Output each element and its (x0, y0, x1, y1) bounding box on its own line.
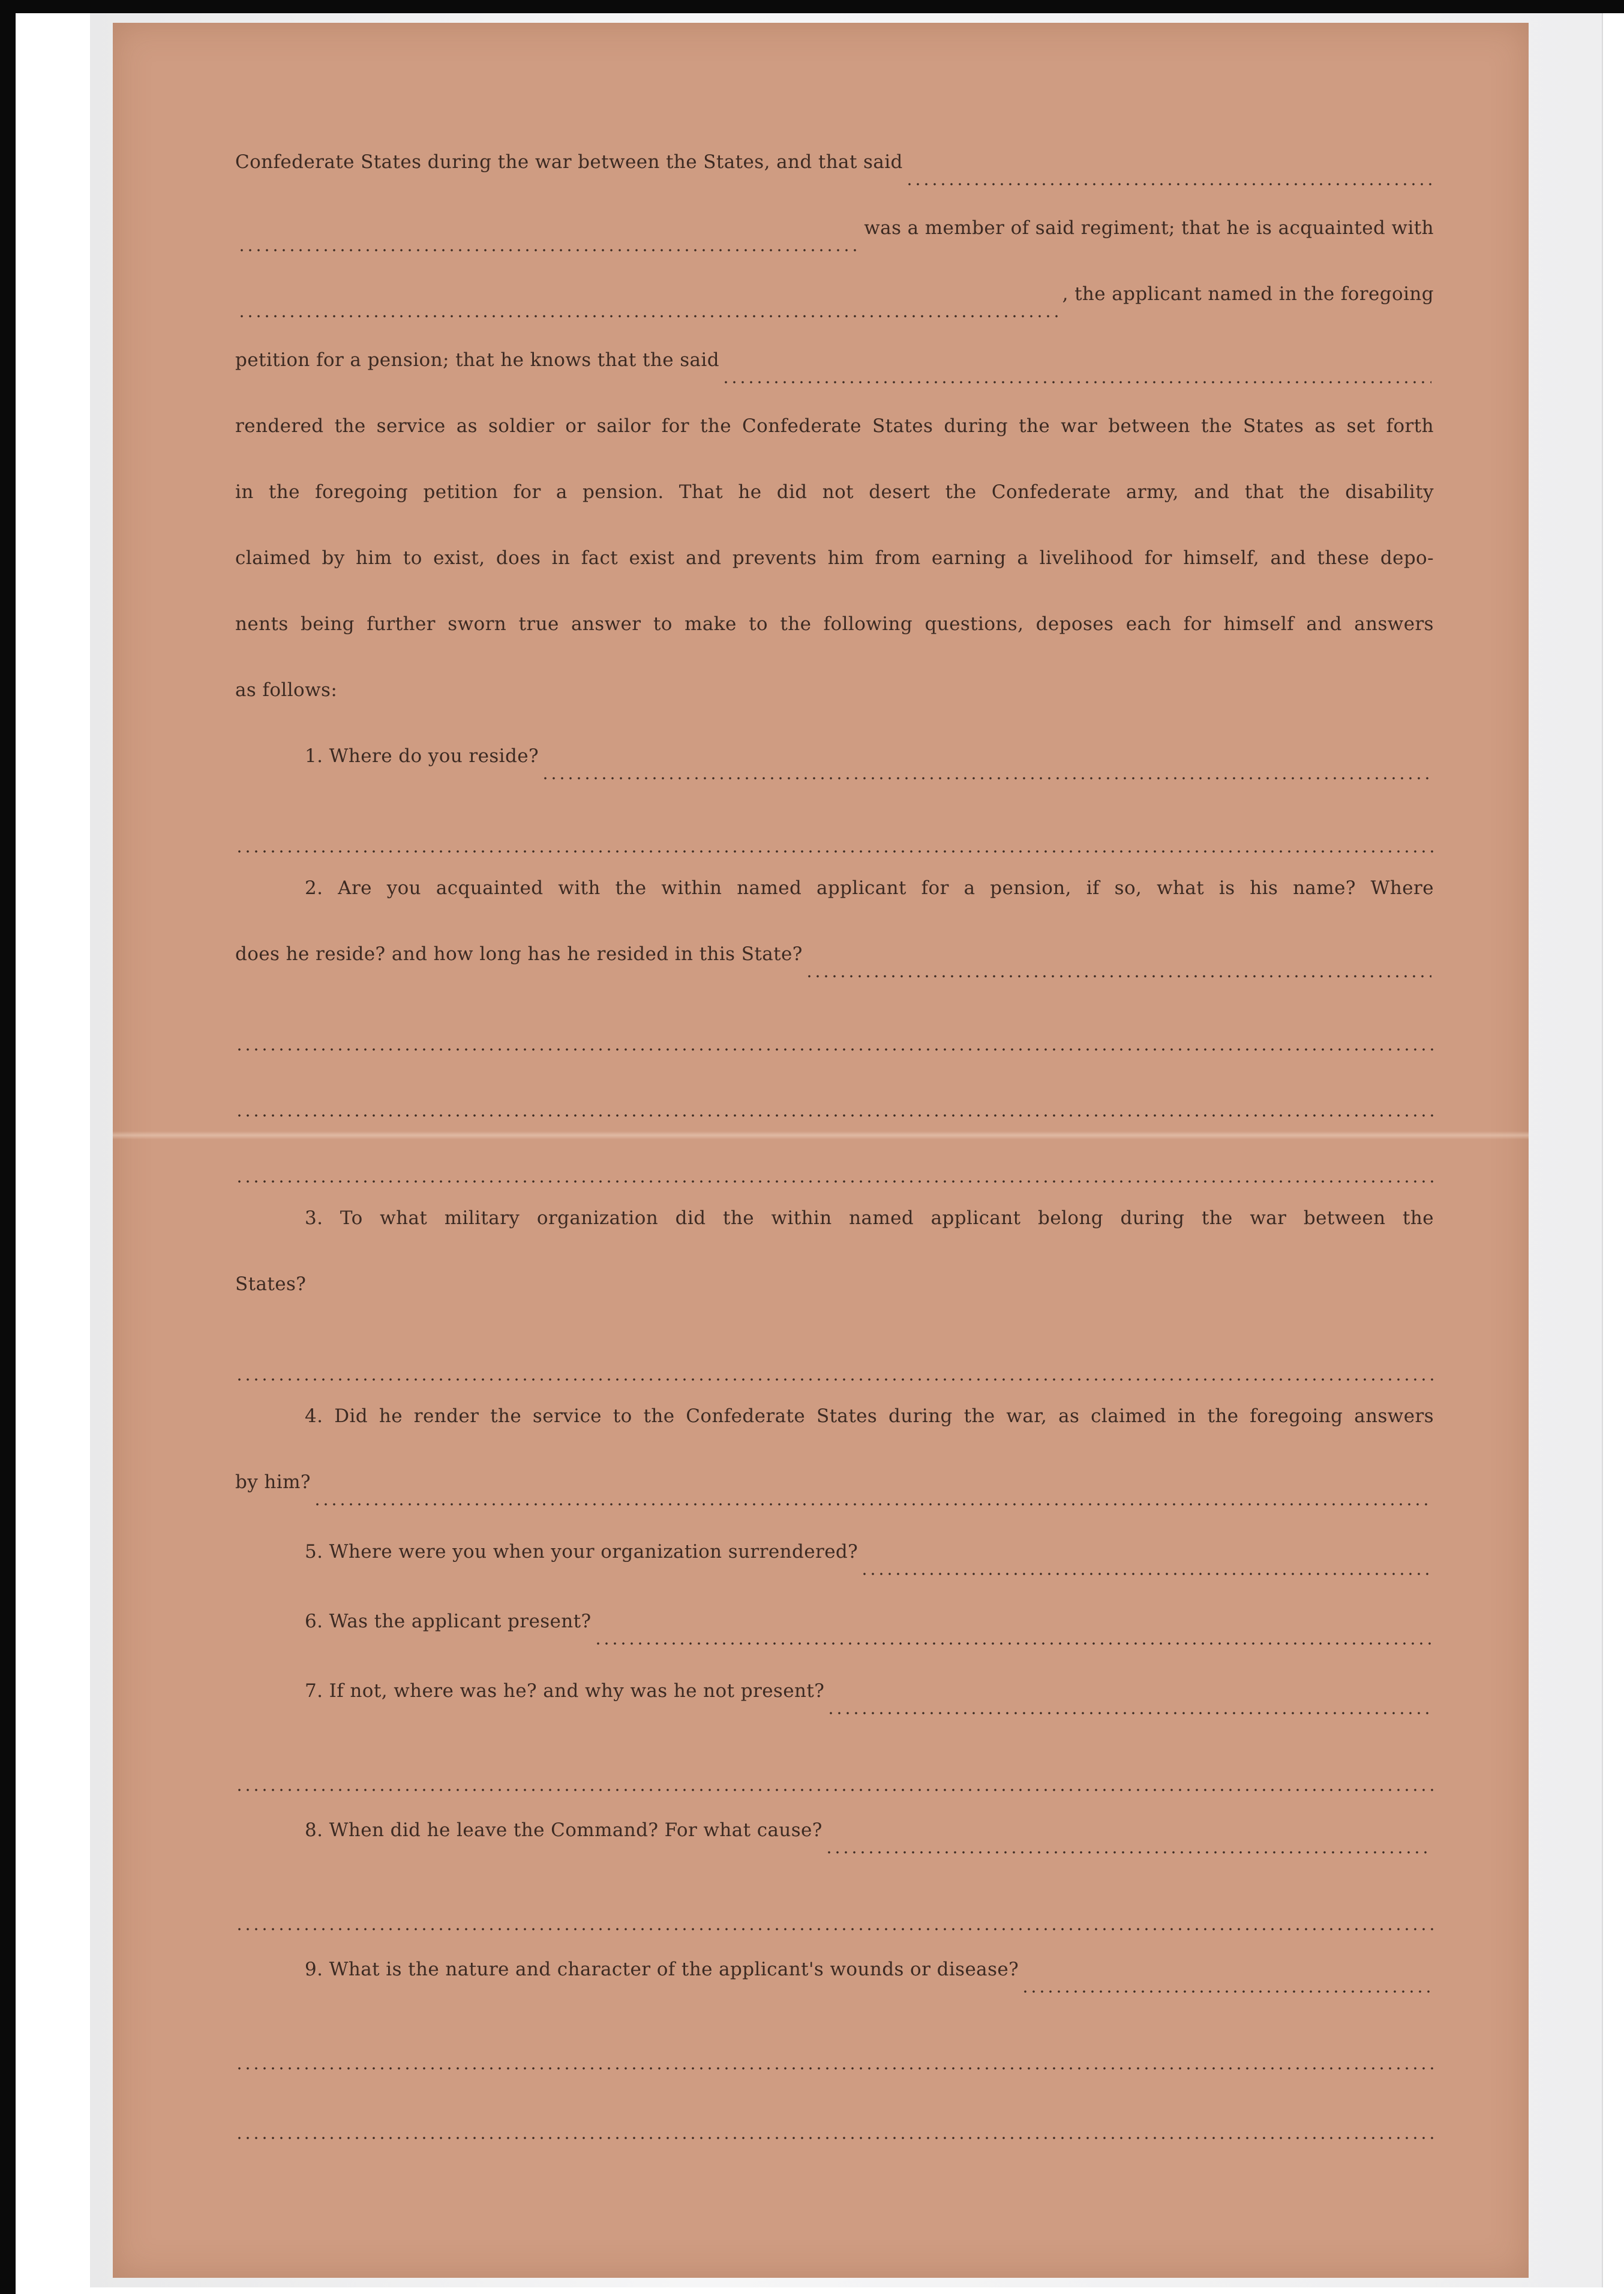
question-4-cont (235, 1471, 1434, 1513)
answer-line (235, 1339, 1434, 1381)
question-6 (235, 1611, 1434, 1653)
question-2-cont (235, 943, 1434, 985)
fill-in-blank[interactable] (238, 314, 1060, 318)
question-9 (235, 1959, 1434, 2001)
paragraph-line-7 (235, 547, 1434, 589)
question-text: States? (235, 1273, 307, 1295)
paragraph-line-5 (235, 415, 1434, 457)
question-2 (235, 877, 1434, 919)
question-text: 6. Was the applicant present? (305, 1611, 592, 1632)
question-3 (235, 1207, 1434, 1249)
fill-in-blank[interactable] (722, 380, 1431, 384)
paragraph-text: was a member of said regiment; that he is acquainted with (864, 217, 1434, 239)
answer-line (235, 1009, 1434, 1051)
answer-blank[interactable] (235, 1114, 1434, 1117)
fill-in-blank[interactable] (238, 248, 861, 252)
paragraph-line-8 (235, 613, 1434, 655)
answer-blank[interactable] (235, 1180, 1434, 1183)
answer-blank[interactable] (805, 974, 1431, 978)
scan-left-border (0, 0, 16, 2294)
answer-blank[interactable] (235, 850, 1434, 853)
answer-line (235, 811, 1434, 853)
paragraph-text: , the applicant named in the foregoing (1062, 283, 1434, 305)
question-1 (235, 745, 1434, 787)
answer-blank[interactable] (235, 2067, 1434, 2070)
paragraph-line-6 (235, 481, 1434, 523)
question-text: 4. Did he render the service to the Confederate States during the war, as claimed in the foregoing answers (305, 1405, 1434, 1427)
paragraph-text: Confederate States during the war between the States, and that said (235, 151, 903, 173)
answer-blank[interactable] (235, 1927, 1434, 1931)
answer-blank[interactable] (1021, 1990, 1431, 1993)
fill-in-blank[interactable] (905, 182, 1431, 186)
question-5 (235, 1541, 1434, 1583)
question-text: 8. When did he leave the Command? For what cause? (305, 1819, 822, 1841)
answer-blank[interactable] (313, 1503, 1431, 1506)
paragraph-text: claimed by him to exist, does in fact exist and prevents him from earning a livelihood for himself, and these depo- (235, 547, 1434, 569)
question-7 (235, 1680, 1434, 1722)
question-text: 3. To what military organization did the within named applicant belong during the war between the (305, 1207, 1434, 1229)
answer-blank[interactable] (541, 776, 1431, 780)
answer-blank[interactable] (594, 1642, 1432, 1645)
answer-line (235, 2028, 1434, 2070)
question-text: 2. Are you acquainted with the within named applicant for a pension, if so, what is his name? Where (305, 877, 1434, 899)
paragraph-line-4 (235, 349, 1434, 391)
question-3-cont (235, 1273, 1434, 1315)
question-text: 1. Where do you reside? (305, 745, 539, 767)
paragraph-text: petition for a pension; that he knows that the said (235, 349, 719, 371)
paragraph-line-9 (235, 679, 1434, 721)
paragraph-line-3 (235, 283, 1434, 325)
paragraph-text: nents being further sworn true answer to make to the following questions, deposes each for himself and answers (235, 613, 1434, 635)
paragraph-line-1 (235, 151, 1434, 193)
question-text: 7. If not, where was he? and why was he not present? (305, 1680, 825, 1702)
question-8 (235, 1819, 1434, 1861)
answer-blank[interactable] (235, 1788, 1434, 1792)
paper-fold-crease (113, 1131, 1529, 1139)
answer-line (235, 1889, 1434, 1931)
paragraph-text: rendered the service as soldier or sailor for the Confederate States during the war between the States as set forth (235, 415, 1434, 437)
answer-blank[interactable] (235, 1378, 1434, 1381)
paragraph-line-2 (235, 217, 1434, 259)
question-4 (235, 1405, 1434, 1447)
scan-top-border (0, 0, 1624, 13)
question-text: 9. What is the nature and character of the applicant's wounds or disease? (305, 1959, 1019, 1980)
answer-blank[interactable] (827, 1711, 1431, 1715)
answer-line (235, 1075, 1434, 1117)
answer-line (235, 1750, 1434, 1792)
question-text: by him? (235, 1471, 311, 1493)
answer-blank[interactable] (235, 1048, 1434, 1051)
paragraph-text: in the foregoing petition for a pension. That he did not desert the Confederate army, and that the disability (235, 481, 1434, 503)
answer-line (235, 2098, 1434, 2140)
answer-line (235, 1141, 1434, 1183)
paragraph-text: as follows: (235, 679, 338, 701)
answer-blank[interactable] (860, 1572, 1431, 1576)
question-text: does he reside? and how long has he resided in this State? (235, 943, 803, 965)
question-text: 5. Where were you when your organization surrendered? (305, 1541, 858, 1563)
answer-blank[interactable] (825, 1851, 1431, 1854)
answer-blank[interactable] (235, 2136, 1434, 2140)
